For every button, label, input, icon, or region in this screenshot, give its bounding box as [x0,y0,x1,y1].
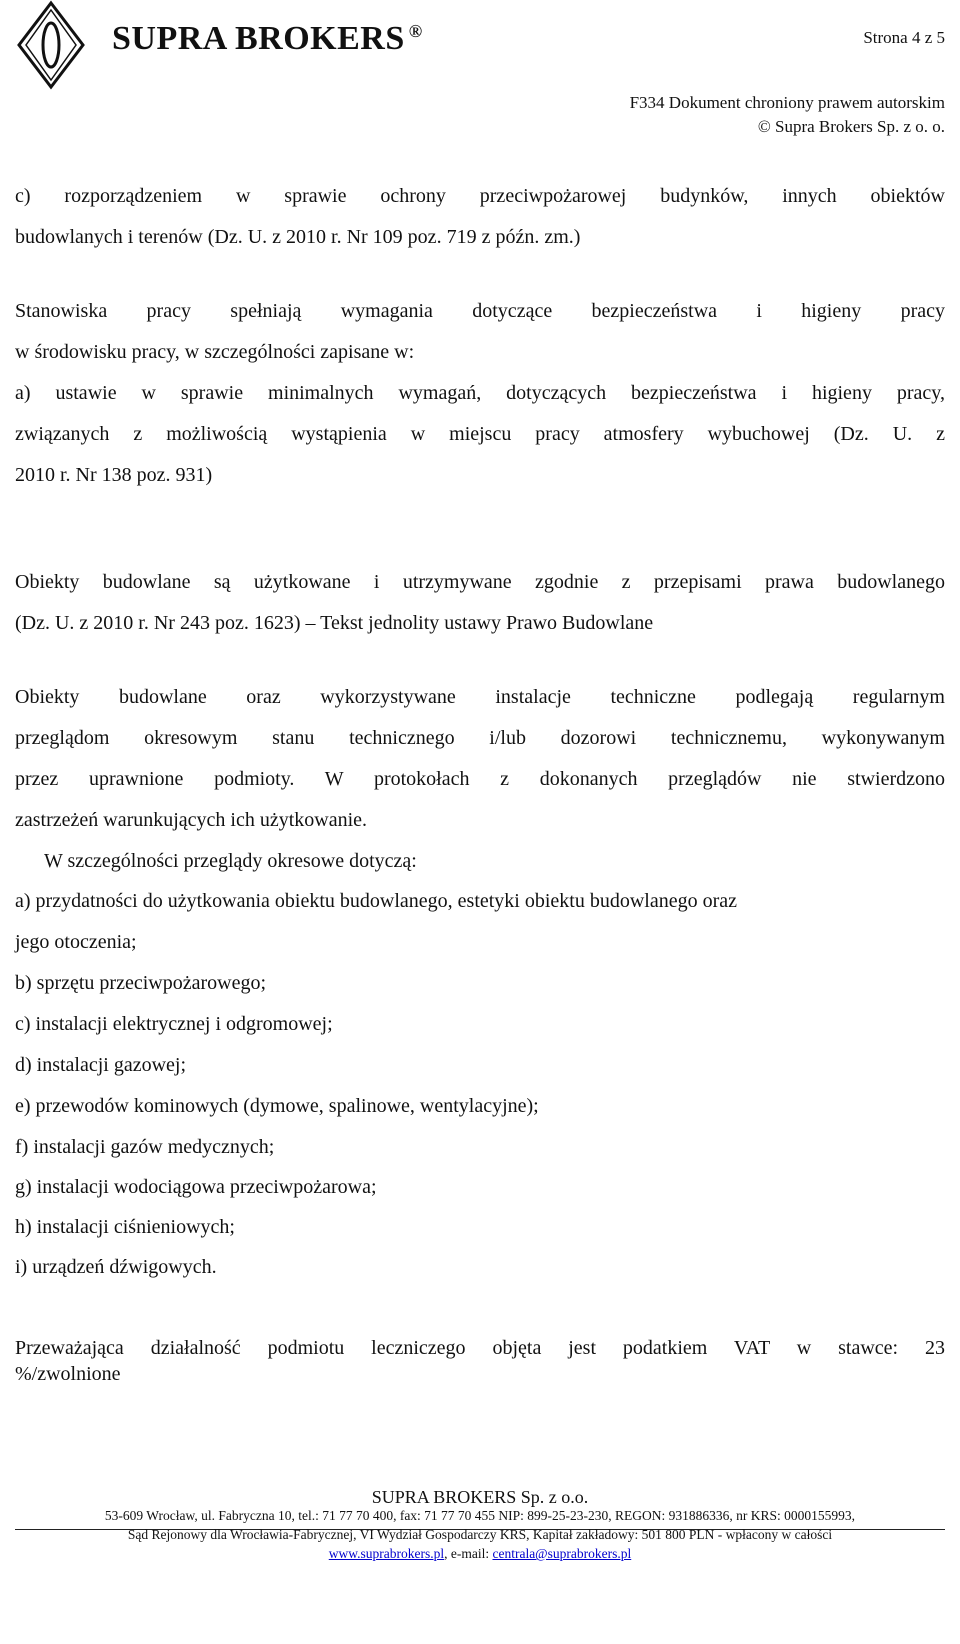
footer-address: 53-609 Wrocław, ul. Fabryczna 10, tel.: 71 77 70 400, fax: 71 77 70 455 NIP: 899-25-23-230, REGON: 931886336, nr KRS: 0000155993, [104,1508,856,1523]
paragraph-line: (Dz. U. z 2010 r. Nr 243 poz. 1623) – Tekst jednolity ustawy Prawo Budowlane [15,612,654,634]
list-item: jego otoczenia; [15,931,137,953]
paragraph-line: związanych z możliwością wystąpienia w miejscu pracy atmosfery wybuchowej (Dz. U. z [15,423,945,445]
list-item: d) instalacji gazowej; [15,1054,187,1076]
footer-company: SUPRA BROKERS Sp. z o.o. [371,1487,589,1507]
paragraph-line: w środowisku pracy, w szczególności zapisane w: [15,341,415,363]
paragraph-line: a) ustawie w sprawie minimalnych wymagań, dotyczących bezpieczeństwa i higieny pracy, [15,382,945,404]
doc-line-2: © Supra Brokers Sp. z o. o. [757,117,945,136]
paragraph-line: 2010 r. Nr 138 poz. 931) [15,464,213,486]
paragraph-line: przeglądom okresowym stanu technicznego i/lub dozorowi technicznemu, wykonywanym [15,727,945,749]
brand-text: SUPRA BROKERS [112,20,405,57]
paragraph-line: Stanowiska pracy spełniają wymagania dotyczące bezpieczeństwa i higieny pracy [15,300,945,322]
brand-name [112,20,423,58]
document-id [630,91,945,139]
list-item: i) urządzeń dźwigowych. [15,1256,217,1278]
website-link[interactable]: www.suprabrokers.pl [328,1546,445,1561]
registered-mark: ® [408,20,423,41]
list-intro: W szczególności przeglądy okresowe dotyczą: [44,850,417,872]
paragraph-line: zastrzeżeń warunkujących ich użytkowanie. [15,809,368,831]
vat-statement-line: Przeważająca działalność podmiotu leczniczego objęta jest podatkiem VAT w stawce: 23 [15,1337,945,1359]
paragraph-line: Obiekty budowlane są użytkowane i utrzymywane zgodnie z przepisami prawa budowlanego [15,571,945,593]
footer-contact [0,1546,960,1562]
email-link[interactable]: centrala@suprabrokers.pl [492,1546,632,1561]
paragraph-line: Obiekty budowlane oraz wykorzystywane instalacje techniczne podlegają regularnym [15,686,945,708]
list-item: f) instalacji gazów medycznych; [15,1136,275,1158]
paragraph-line: budowlanych i terenów (Dz. U. z 2010 r. Nr 109 poz. 719 z późn. zm.) [15,226,581,248]
list-item: g) instalacji wodociągowa przeciwpożarowa; [15,1176,377,1198]
list-item: b) sprzętu przeciwpożarowego; [15,972,266,994]
paragraph-line: przez uprawnione podmioty. W protokołach z dokonanych przeglądów nie stwierdzono [15,768,945,790]
paragraph-line: c) rozporządzeniem w sprawie ochrony przeciwpożarowej budynków, innych obiektów [15,185,945,207]
doc-line-1: F334 Dokument chroniony prawem autorskim [629,93,945,112]
list-item: e) przewodów kominowych (dymowe, spalinowe, wentylacyjne); [15,1095,539,1117]
list-item: a) przydatności do użytkowania obiektu budowlanego, estetyki obiektu budowlanego oraz [15,890,738,912]
vat-statement-line: %/zwolnione [15,1363,121,1385]
email-label: , e-mail: [444,1546,493,1561]
footer-registration: Sąd Rejonowy dla Wrocławia-Fabrycznej, VI Wydział Gospodarczy KRS, Kapitał zakładowy: 501 800 PLN - wpłacony w całości [127,1527,833,1542]
supra-brokers-logo-icon [15,0,87,90]
page-number: Strona 4 z 5 [863,28,945,47]
list-item: h) instalacji ciśnieniowych; [15,1216,235,1238]
list-item: c) instalacji elektrycznej i odgromowej; [15,1013,333,1035]
